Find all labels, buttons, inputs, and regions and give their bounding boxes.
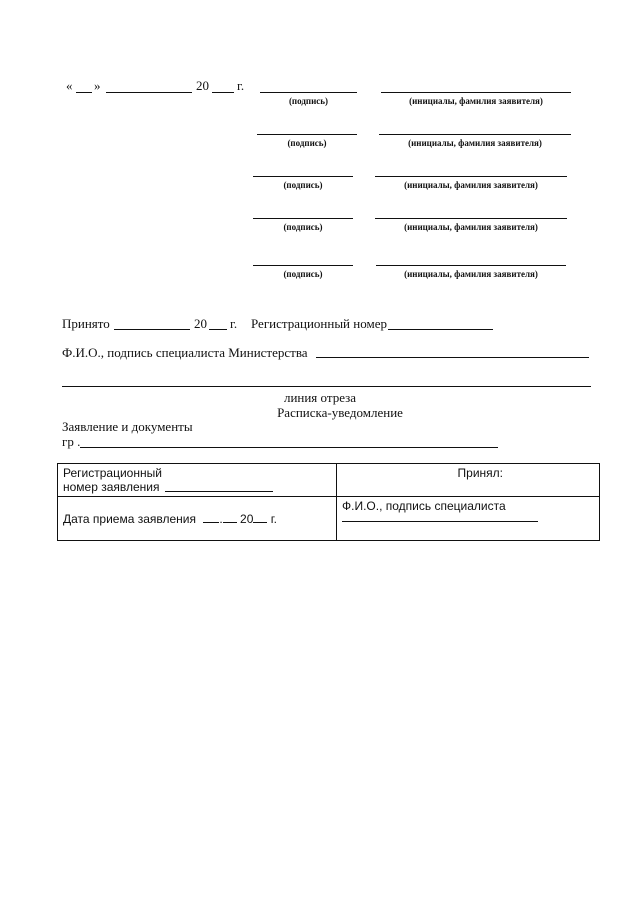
receipt-day-field[interactable] — [203, 522, 219, 523]
receipt-date-label: Дата приема заявления — [63, 511, 196, 526]
specialist-label: Ф.И.О., подпись специалиста Министерства — [62, 345, 308, 360]
applicant-name-field[interactable] — [375, 218, 567, 219]
receipt-year-suffix: г. — [270, 511, 277, 526]
reg-number-line2: номер заявления — [63, 480, 160, 494]
date-year-field[interactable] — [212, 92, 234, 93]
signature-field[interactable] — [253, 176, 353, 177]
reg-number-field[interactable] — [388, 329, 493, 330]
receipt-year-prefix: 20 — [240, 511, 254, 526]
receipt-date-sep: . — [219, 511, 223, 526]
signature-caption: (подпись) — [283, 269, 323, 279]
date-open-quote: « — [66, 78, 73, 93]
signature-field[interactable] — [253, 218, 353, 219]
receipt-reg-number-field[interactable] — [165, 491, 273, 492]
applicant-name-caption: (инициалы, фамилия заявителя) — [404, 269, 538, 279]
applicant-name-field[interactable] — [381, 92, 571, 93]
receipt-title: Расписка-уведомление — [277, 405, 403, 420]
date-day-field[interactable] — [76, 92, 92, 93]
receipt-table — [57, 463, 600, 541]
applicant-name-field[interactable] — [379, 134, 571, 135]
applicant-name-caption: (инициалы, фамилия заявителя) — [404, 222, 538, 232]
from-label: гр . — [62, 434, 81, 449]
reg-number-line1: Регистрационный — [63, 466, 162, 480]
accepted-by-cell — [337, 464, 600, 497]
date-year-suffix: г. — [237, 78, 245, 93]
receipt-specialist-field[interactable] — [342, 521, 538, 522]
applicant-name-field[interactable] — [376, 265, 566, 266]
accepted-by-label: Принял: — [457, 466, 503, 480]
applicant-name-caption: (инициалы, фамилия заявителя) — [409, 96, 543, 106]
specialist-signature-field[interactable] — [316, 357, 589, 358]
specialist-cell — [337, 497, 600, 541]
accepted-year-prefix: 20 — [194, 316, 207, 331]
documents-label: Заявление и документы — [62, 419, 193, 434]
date-close-quote: » — [94, 78, 101, 93]
reg-number-cell — [58, 464, 337, 497]
signature-caption: (подпись) — [287, 138, 327, 148]
cut-line-divider — [62, 386, 591, 387]
date-year-prefix: 20 — [196, 78, 209, 93]
applicant-field[interactable] — [80, 447, 498, 448]
receipt-month-field[interactable] — [223, 522, 237, 523]
reg-number-label: Регистрационный номер — [251, 316, 387, 331]
applicant-name-caption: (инициалы, фамилия заявителя) — [408, 138, 542, 148]
date-cell — [58, 497, 337, 541]
cut-line-label: линия отреза — [283, 390, 357, 405]
applicant-name-field[interactable] — [375, 176, 567, 177]
signature-field[interactable] — [260, 92, 357, 93]
accepted-label: Принято — [62, 316, 110, 331]
receipt-specialist-label: Ф.И.О., подпись специалиста — [342, 499, 506, 513]
date-month-field[interactable] — [106, 92, 192, 93]
reg-number-row — [63, 480, 331, 494]
applicant-name-caption: (инициалы, фамилия заявителя) — [404, 180, 538, 190]
signature-field[interactable] — [253, 265, 353, 266]
receipt-year-field[interactable] — [253, 522, 267, 523]
accepted-date-field[interactable] — [114, 329, 190, 330]
signature-field[interactable] — [257, 134, 357, 135]
signature-caption: (подпись) — [283, 180, 323, 190]
accepted-year-suffix: г. — [230, 316, 238, 331]
signature-caption: (подпись) — [288, 96, 329, 106]
accepted-year-field[interactable] — [209, 329, 227, 330]
signature-caption: (подпись) — [283, 222, 323, 232]
